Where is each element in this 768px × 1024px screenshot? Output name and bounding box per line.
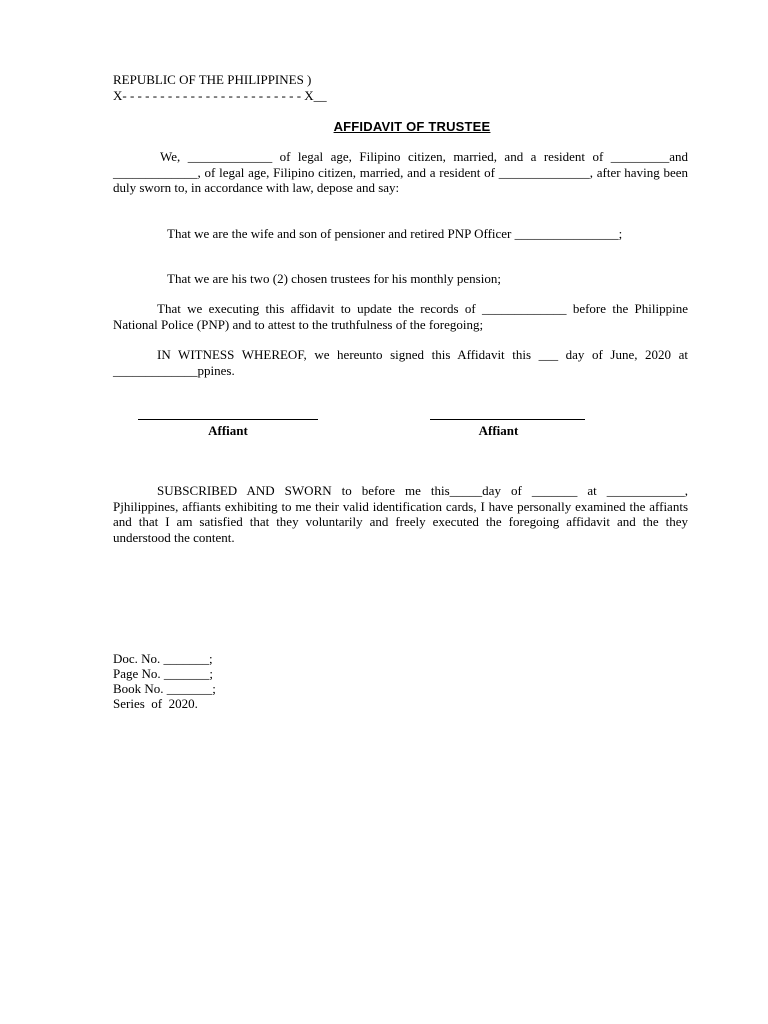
affiant-label-left: Affiant <box>208 423 248 438</box>
header-caption-line: X- - - - - - - - - - - - - - - - - - - - - - - - X__ <box>113 88 327 103</box>
doc-number: Doc. No. _______; <box>113 651 213 666</box>
wife-son-paragraph: That we are the wife and son of pensioner and retired PNP Officer ________________; <box>167 226 623 241</box>
trustees-paragraph: That we are his two (2) chosen trustees for his monthly pension; <box>167 271 501 286</box>
signature-line-left <box>138 419 318 420</box>
intro-paragraph: We, _____________ of legal age, Filipino citizen, married, and a resident of _________and _____________, of legal age, Filipino citizen, married, and a resident of ______________, after having been duly sworn to, in accordance with law, depose and say: <box>113 149 688 195</box>
document-title: AFFIDAVIT OF TRUSTEE <box>333 119 491 134</box>
header-republic: REPUBLIC OF THE PHILIPPINES ) <box>113 72 312 87</box>
page-number: Page No. _______; <box>113 666 214 681</box>
affiant-label-right: Affiant <box>478 423 519 438</box>
witness-paragraph: IN WITNESS WHEREOF, we hereunto signed this Affidavit this ___ day of June, 2020 at _____________ppines. <box>113 347 688 378</box>
update-records-paragraph: That we executing this affidavit to update the records of _____________ before the Philippine National Police (PNP) and to attest to the truthfulness of the foregoing; <box>113 301 688 332</box>
jurat-paragraph: SUBSCRIBED AND SWORN to before me this_____day of _______ at ____________, Pjhilippines, affiants exhibiting to me their valid identification cards, I have personally examined the affiants and that I am satisfied that they voluntarily and freely executed the foregoing affidavit and the they understood the content. <box>113 483 688 545</box>
book-number: Book No. _______; <box>113 681 216 696</box>
signature-line-right <box>430 419 585 420</box>
series-year: Series of 2020. <box>113 696 198 711</box>
